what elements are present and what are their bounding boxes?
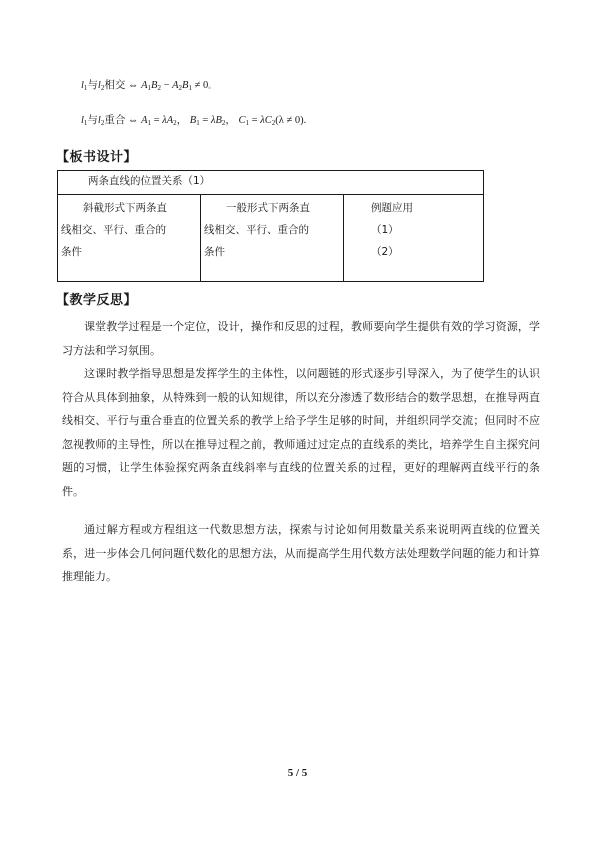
formula-text: ≠ 0 [194,80,209,91]
cell-line: 斜截形式下两条直 [83,202,167,214]
board-cell-examples [344,195,484,282]
formula-text: 与 [87,79,98,91]
formula-text: 。 [208,82,216,90]
reflection-paragraph: 通过解方程或方程组这一代数思想方法，探索与讨论如何用数量关系来说明两直线的位置关系，进一步体会几何问题代数化的思想方法，从而提高学生用代数方法处理数学问题的能力和计算推理能力。 [62,523,540,583]
cell-line: 条件 [204,246,225,258]
board-title: 两条直线的位置关系（1） [58,171,484,195]
iff-symbol: ⇔ [127,115,139,126]
board-cell-slope-form [58,195,201,282]
cell-line: 条件 [61,246,82,258]
formula-intersect: $l_1$与$l_2$相交 ⇔ $A_1B_2 - A_2B_1 \ne 0$。 [81,79,216,92]
formula-text: λ [260,115,265,126]
formula-text: λ [162,115,167,126]
formula-text: = [153,115,160,126]
board-design-table [57,170,484,282]
section-heading-board: 【板书设计】 [56,150,138,165]
cell-line: 一般形式下两条直 [226,202,310,214]
iff-symbol: ⇔ [127,80,139,91]
reflection-paragraph: 课堂教学过程是一个定位，设计，操作和反思的过程，教师要向学生提供有效的学习资源，学习方法和学习氛围。 [62,320,540,357]
cell-line: （2） [371,246,399,258]
cell-line: （1） [371,224,399,236]
formula-text: = [251,115,258,126]
formula-text: λ [210,115,216,126]
formula-text: 重合 [104,114,126,126]
formula-text: − [163,80,170,91]
board-cell-general-form [201,195,344,282]
formula-text: = [202,115,209,126]
section-heading-reflection: 【教学反思】 [56,293,138,308]
reflection-paragraph: 这课时教学指导思想是发挥学生的主体性，以问题链的形式逐步引导深入，为了使学生的认识符合从具体到抽象，从特殊到一般的认知规律，所以充分渗透了数形结合的数学思想，在推导两直线相交、平行与重合垂直的位置关系的教学上给予学生足够的时间，并组织同学交流；但同时不应忽视教师的主导性，所以在推导过程之前，教师通过过定点的直线系的类比，培养学生自主探究问题的习惯，让学生体验探究两条直线斜率与直线的位置关系的过程，更好的理解两直线平行的条件。 [62,367,540,498]
formula-text: (λ ≠ 0). [275,115,307,126]
formula-text: 相交 [104,79,126,91]
formula-text: ， [225,114,236,126]
cell-line: 例题应用 [371,202,413,214]
page-number: 5 / 5 [287,767,308,779]
formula-text: 与 [87,114,98,126]
formula-text: ， [176,114,188,126]
cell-line: 线相交、平行、重合的 [61,224,166,236]
formula-coincide: $l_1$与$l_2$重合 ⇔ $A_1 = \lambda A_2$， $B_1 = \lambda B_2$， $C_1 = \lambda C_2(\lambda \ne 0)$. [81,114,307,127]
cell-line: 线相交、平行、重合的 [204,224,309,236]
